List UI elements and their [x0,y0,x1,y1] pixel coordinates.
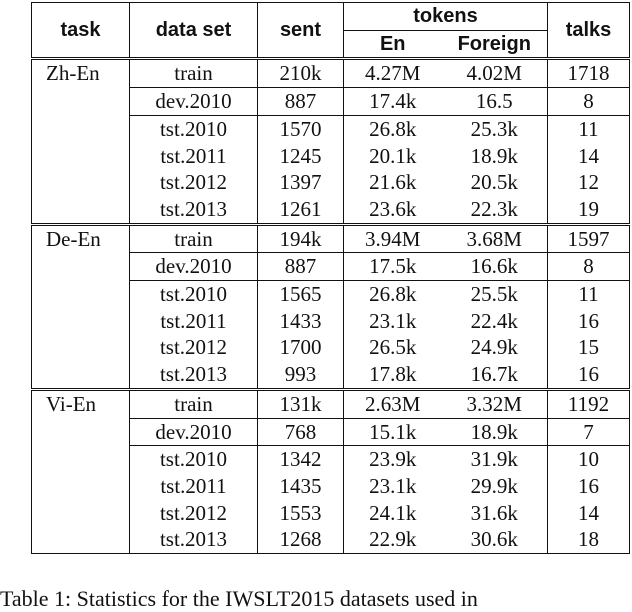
talks-cell: 16 [548,308,630,335]
talks-cell: 12 [548,169,630,196]
dataset-cell: dev.2010 [130,253,258,281]
tokens-foreign-cell: 3.68M [442,224,548,253]
sent-cell: 1397 [258,169,344,196]
tokens-foreign-cell: 20.5k [442,169,548,196]
talks-cell: 14 [548,143,630,170]
sent-cell: 194k [258,224,344,253]
tokens-en-cell: 15.1k [344,418,442,446]
sent-cell: 1245 [258,143,344,170]
dataset-cell: dev.2010 [130,88,258,116]
tokens-foreign-cell: 31.9k [442,446,548,473]
talks-cell: 16 [548,473,630,500]
talks-cell: 7 [548,418,630,446]
talks-cell: 1597 [548,224,630,253]
dataset-cell: tst.2013 [130,196,258,224]
tokens-en-cell: 17.4k [344,88,442,116]
tokens-foreign-cell: 24.9k [442,334,548,361]
talks-cell: 1192 [548,389,630,418]
table-row [32,59,630,88]
dataset-cell: tst.2010 [130,281,258,308]
task-cell: Vi-En [32,389,130,553]
talks-cell: 16 [548,361,630,389]
table-caption: Table 1: Statistics for the IWSLT2015 datasets used in [0,586,478,611]
tokens-en-cell: 17.8k [344,361,442,389]
dataset-cell: tst.2011 [130,473,258,500]
tokens-foreign-cell: 18.9k [442,143,548,170]
talks-cell: 11 [548,115,630,142]
tokens-foreign-cell: 16.6k [442,253,548,281]
dataset-cell: tst.2011 [130,143,258,170]
header-en: En [344,30,442,59]
talks-cell: 1718 [548,59,630,88]
talks-cell: 10 [548,446,630,473]
task-cell: De-En [32,224,130,389]
talks-cell: 19 [548,196,630,224]
dataset-cell: train [130,59,258,88]
tokens-en-cell: 23.1k [369,473,417,498]
sent-cell: 210k [258,59,344,88]
tokens-en-cell: 3.94M [365,226,421,251]
sent-cell: 887 [258,88,344,116]
tokens-foreign-cell: 22.3k [442,196,548,224]
table-row [32,224,630,253]
dataset-cell: tst.2010 [130,446,258,473]
dataset-cell: tst.2012 [130,500,258,527]
talks-cell: 15 [548,334,630,361]
sent-cell: 1268 [258,526,344,553]
talks-cell: 11 [548,281,630,308]
tokens-foreign-cell: 25.3k [442,115,548,142]
dataset-cell: tst.2010 [130,115,258,142]
tokens-foreign-cell: 25.5k [442,281,548,308]
dataset-cell: tst.2012 [130,169,258,196]
tokens-en-cell: 20.1k [369,143,417,168]
dataset-cell: tst.2013 [130,361,258,389]
task-cell: Zh-En [32,59,130,224]
dataset-cell: train [130,389,258,418]
tokens-en-cell: 21.6k [369,170,417,195]
tokens-en-cell: 26.5k [369,335,417,360]
dataset-cell: tst.2012 [130,334,258,361]
talks-cell: 8 [548,253,630,281]
dataset-cell: dev.2010 [130,418,258,446]
header-sent: sent [258,3,344,59]
dataset-cell: train [130,224,258,253]
sent-cell: 1261 [258,196,344,224]
tokens-foreign-cell: 16.5 [442,88,548,116]
tokens-en-cell: 23.9k [344,446,442,473]
sent-cell: 1435 [258,473,344,500]
sent-cell: 1700 [258,334,344,361]
statistics-table [31,2,630,554]
tokens-en-cell: 26.8k [344,115,442,142]
sent-cell: 887 [258,253,344,281]
sent-cell: 768 [258,418,344,446]
talks-cell: 8 [548,88,630,116]
header-tokens: tokens [344,3,548,31]
tokens-foreign-cell: 29.9k [442,473,548,500]
talks-cell: 14 [548,500,630,527]
tokens-en-cell: 23.6k [344,196,442,224]
sent-cell: 131k [258,389,344,418]
sent-cell: 993 [258,361,344,389]
tokens-foreign-cell: 22.4k [442,308,548,335]
tokens-en-cell: 17.5k [344,253,442,281]
talks-cell: 18 [548,526,630,553]
tokens-en-cell: 26.8k [344,281,442,308]
dataset-cell: tst.2011 [130,308,258,335]
sent-cell: 1342 [258,446,344,473]
sent-cell: 1565 [258,281,344,308]
tokens-foreign-cell: 3.32M [442,389,548,418]
tokens-en-cell: 4.27M [365,61,421,86]
table-row [32,389,630,418]
tokens-foreign-cell: 30.6k [442,526,548,553]
sent-cell: 1433 [258,308,344,335]
sent-cell: 1570 [258,115,344,142]
tokens-foreign-cell: 18.9k [442,418,548,446]
header-talks: talks [548,3,630,59]
tokens-en-cell: 2.63M [365,391,421,416]
tokens-en-cell: 24.1k [369,500,417,525]
header-foreign: Foreign [442,30,548,59]
tokens-foreign-cell: 16.7k [442,361,548,389]
header-task: task [32,3,130,59]
tokens-foreign-cell: 31.6k [442,500,548,527]
dataset-cell: tst.2013 [130,526,258,553]
table-body [32,59,630,554]
tokens-en-cell: 23.1k [369,308,417,333]
tokens-en-cell: 22.9k [344,526,442,553]
tokens-foreign-cell: 4.02M [442,59,548,88]
header-dataset: data set [130,3,258,59]
sent-cell: 1553 [258,500,344,527]
